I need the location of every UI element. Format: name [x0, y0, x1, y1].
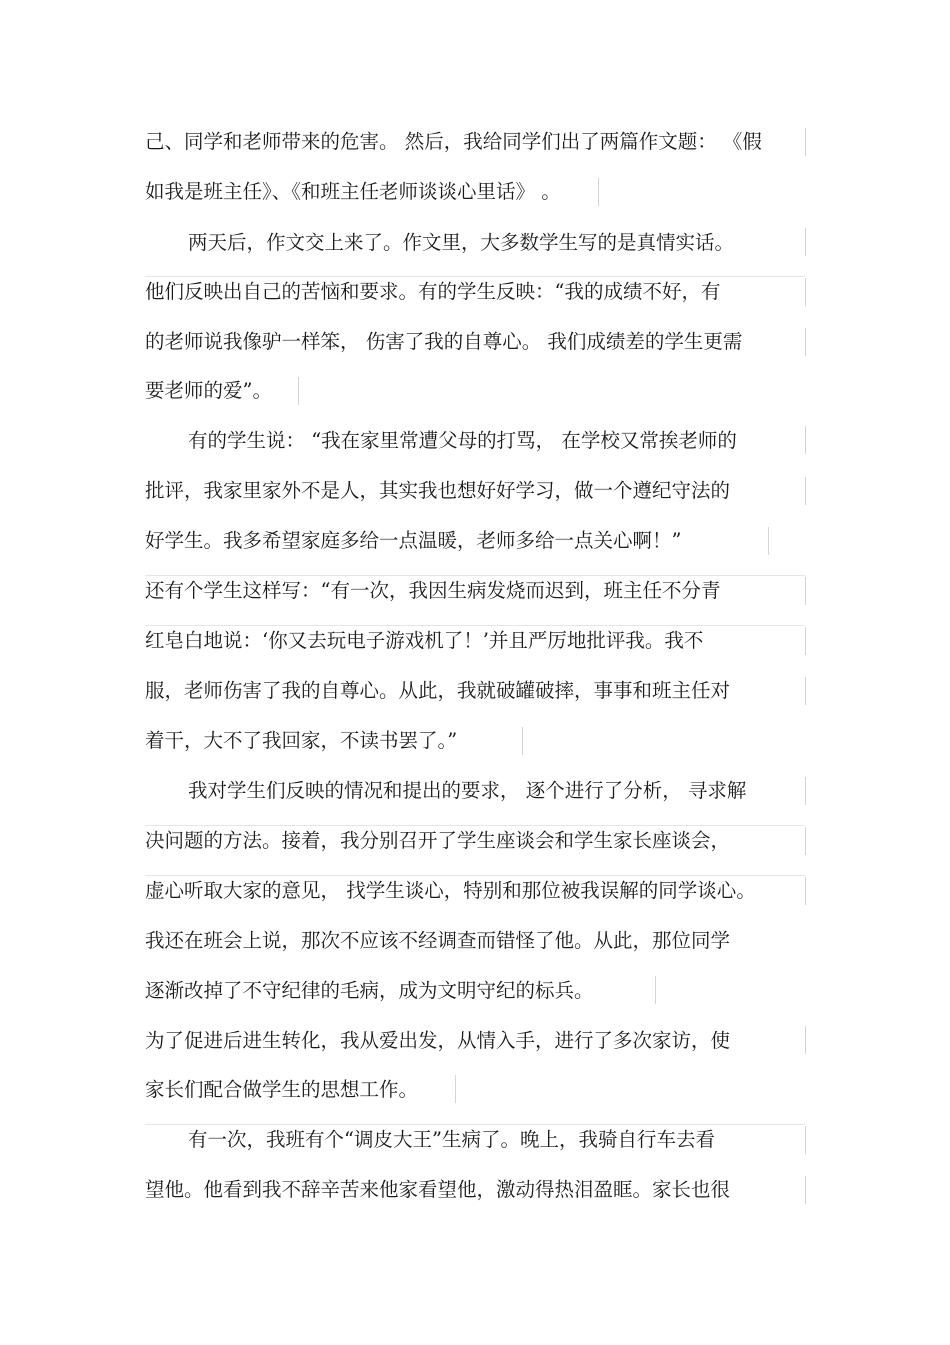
text-line: 要老师的爱”。 — [145, 379, 272, 402]
text-line: 有一次，我班有个“调皮大王”生病了。晚上，我骑自行车去看 — [188, 1128, 715, 1151]
line-end-mark — [805, 577, 806, 605]
line-end-mark — [805, 827, 806, 855]
text-line: 我还在班会上说，那次不应该不经调查而错怪了他。从此，那位同学 — [145, 929, 731, 952]
text-line: 还有个学生这样写：“有一次，我因生病发烧而迟到，班主任不分青 — [145, 579, 721, 602]
line-end-mark — [805, 1026, 806, 1054]
text-line: 的老师说我像驴一样笨， 伤害了我的自尊心。 我们成绩差的学生更需 — [145, 330, 743, 353]
line-end-mark — [805, 426, 806, 454]
line-end-mark — [655, 976, 656, 1004]
text-line: 好学生。我多希望家庭多给一点温暖，老师多给一点关心啊！” — [145, 529, 682, 552]
line-end-mark — [805, 1126, 806, 1154]
text-line: 他们反映出自己的苦恼和要求。有的学生反映：“我的成绩不好，有 — [145, 280, 721, 303]
text-line: 我对学生们反映的情况和提出的要求， 逐个进行了分析， 寻求解 — [188, 779, 747, 802]
line-end-mark — [805, 328, 806, 356]
line-end-mark — [522, 727, 523, 755]
line-end-mark — [805, 1176, 806, 1204]
text-line: 望他。他看到我不辞辛苦来他家看望他，激动得热泪盈眶。家长也很 — [145, 1178, 731, 1201]
text-line: 批评，我家里家外不是人，其实我也想好好学习，做一个遵纪守法的 — [145, 479, 731, 502]
text-line: 决问题的方法。接着，我分别召开了学生座谈会和学生家长座谈会， — [145, 829, 731, 852]
line-end-mark — [298, 377, 299, 405]
text-line: 如我是班主任》、《和班主任老师谈谈心里话》 。 — [145, 180, 561, 203]
text-line: 己、同学和老师带来的危害。 然后，我给同学们出了两篇作文题： 《假 — [145, 130, 762, 153]
text-line: 虚心听取大家的意见， 找学生谈心，特别和那位被我误解的同学谈心。 — [145, 879, 756, 902]
line-end-mark — [805, 128, 806, 156]
text-line: 为了促进后进生转化，我从爱出发，从情入手，进行了多次家访，使 — [145, 1029, 731, 1052]
line-end-mark — [805, 477, 806, 505]
line-end-mark — [805, 228, 806, 256]
text-line: 两天后，作文交上来了。作文里，大多数学生写的是真情实话。 — [188, 231, 735, 254]
line-end-mark — [805, 278, 806, 306]
text-line: 服，老师伤害了我的自尊心。从此，我就破罐破摔，事事和班主任对 — [145, 679, 731, 702]
text-line: 家长们配合做学生的思想工作。 — [145, 1078, 419, 1101]
line-end-mark — [805, 677, 806, 705]
line-end-mark — [455, 1075, 456, 1103]
line-end-mark — [805, 777, 806, 805]
text-line: 逐渐改掉了不守纪律的毛病，成为文明守纪的标兵。 — [145, 979, 594, 1002]
line-end-mark — [805, 627, 806, 655]
line-end-mark — [598, 178, 599, 206]
text-line: 着干，大不了我回家，不读书罢了。” — [145, 729, 458, 752]
line-end-mark — [768, 527, 769, 555]
text-line: 红皂白地说：‘你又去玩电子游戏机了！’并且严厉地批评我。我不 — [145, 629, 704, 652]
line-end-mark — [805, 877, 806, 905]
text-line: 有的学生说： “我在家里常遭父母的打骂， 在学校又常挨老师的 — [188, 429, 737, 452]
